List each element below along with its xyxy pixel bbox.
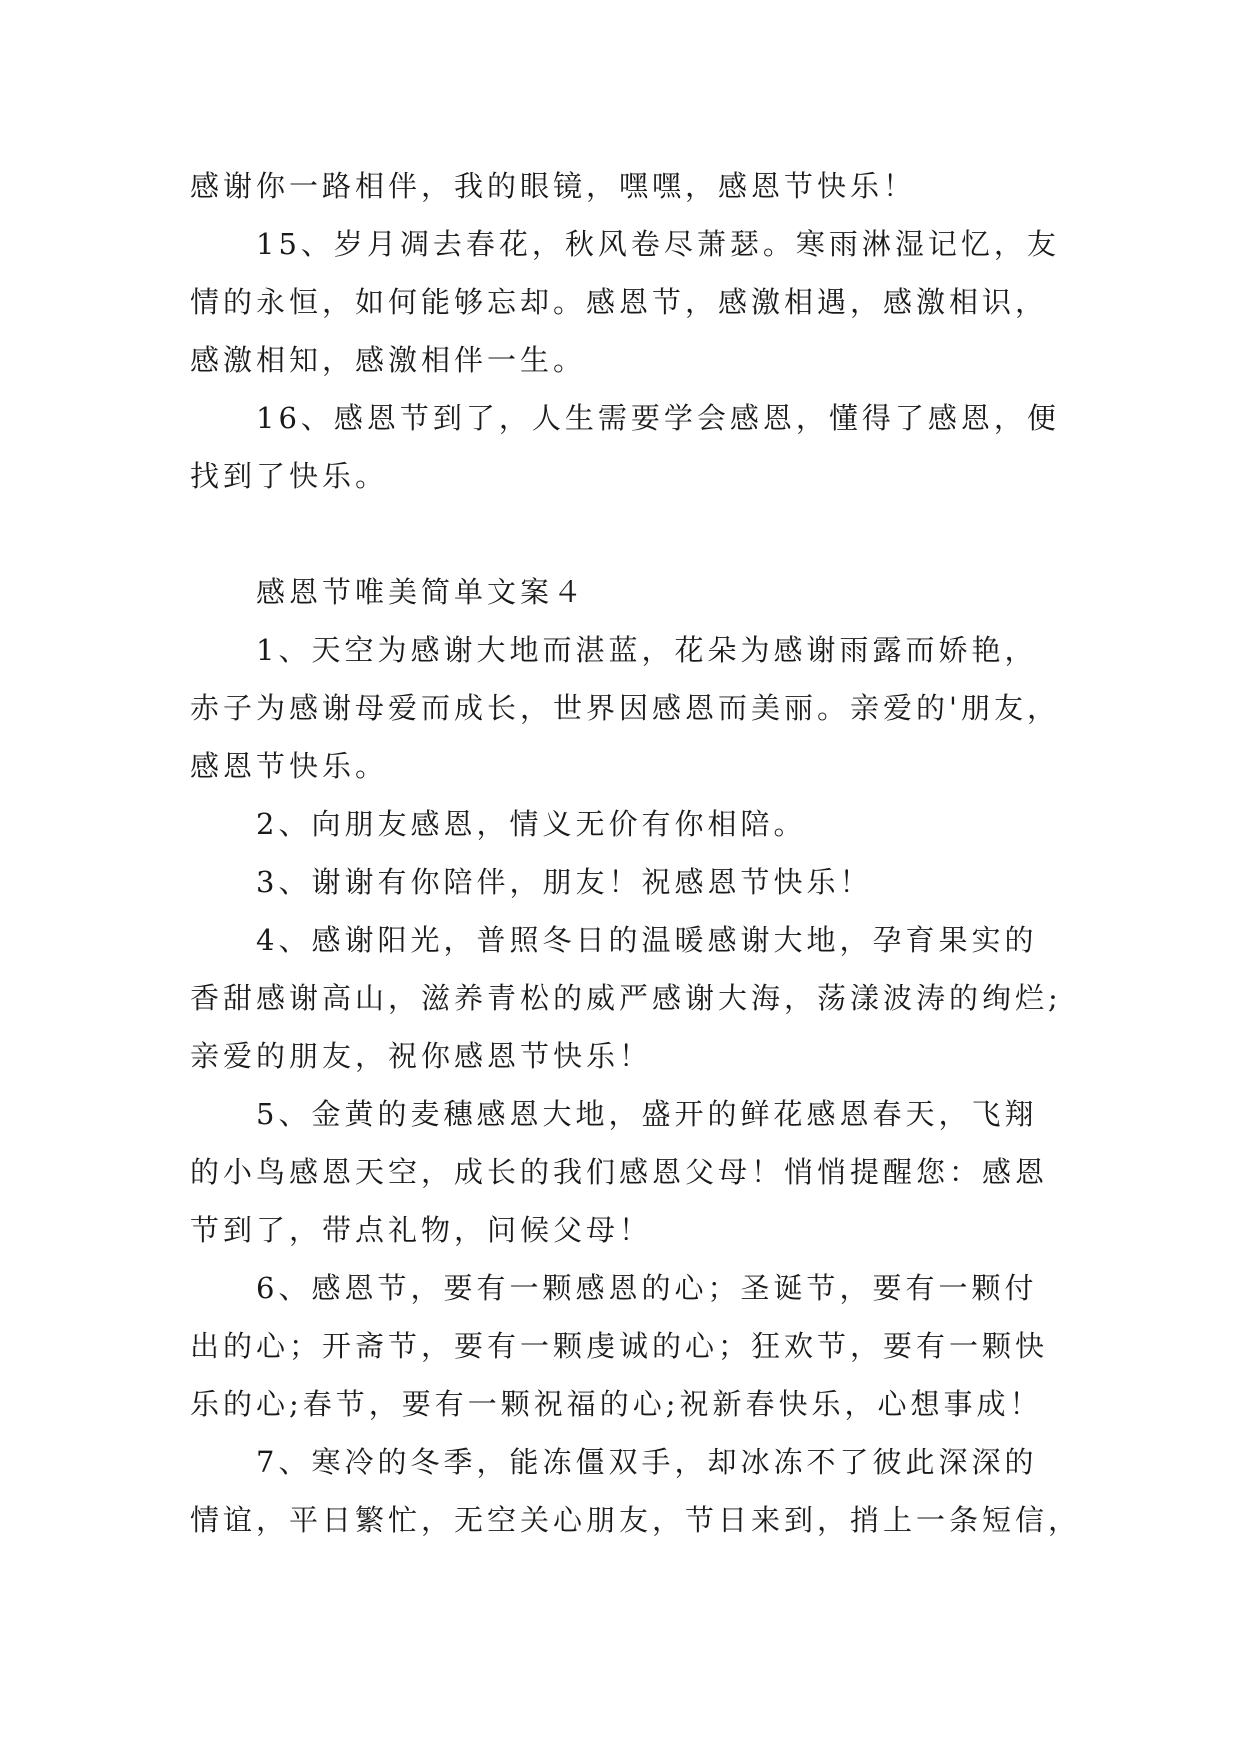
paragraph-line: 出的心；开斋节，要有一颗虔诚的心；狂欢节，要有一颗快 [190, 1329, 1049, 1363]
paragraph-line: 5、金黄的麦穗感恩大地，盛开的鲜花感恩春天，飞翔 [256, 1097, 1038, 1131]
paragraph-line: 情谊，平日繁忙，无空关心朋友，节日来到，捎上一条短信， [190, 1503, 1082, 1537]
paragraph-line: 香甜感谢高山，滋养青松的威严感谢大海，荡漾波涛的绚烂; [190, 981, 1062, 1015]
paragraph-line: 3、谢谢有你陪伴，朋友！祝感恩节快乐！ [256, 865, 873, 899]
section-title: 感恩节唯美简单文案４ [256, 575, 587, 609]
paragraph-line: 赤子为感谢母爱而成长，世界因感恩而美丽。亲爱的'朋友， [190, 691, 1060, 725]
paragraph-line: 感谢你一路相伴，我的眼镜，嘿嘿，感恩节快乐！ [190, 169, 917, 203]
paragraph-line: 的小鸟感恩天空，成长的我们感恩父母！悄悄提醒您：感恩 [190, 1155, 1049, 1189]
paragraph-line: 16、感恩节到了，人生需要学会感恩，懂得了感恩，便 [256, 401, 1060, 435]
paragraph-line: 感恩节快乐。 [190, 749, 389, 783]
paragraph-line: 情的永恒，如何能够忘却。感恩节，感激相遇，感激相识， [190, 285, 1049, 319]
paragraph-line: 找到了快乐。 [190, 459, 389, 493]
paragraph-line: 15、岁月凋去春花，秋风卷尽萧瑟。寒雨淋湿记忆，友 [256, 227, 1060, 261]
paragraph-line: 感激相知，感激相伴一生。 [190, 343, 587, 377]
paragraph-line: 亲爱的朋友，祝你感恩节快乐！ [190, 1039, 653, 1073]
paragraph-line: 乐的心;春节，要有一颗祝福的心;祝新春快乐，心想事成！ [190, 1387, 1043, 1421]
document-body [190, 157, 1082, 1549]
paragraph-line: 节到了，带点礼物，问候父母！ [190, 1213, 653, 1247]
paragraph-line: 2、向朋友感恩，情义无价有你相陪。 [256, 807, 807, 841]
paragraph-line: 6、感恩节，要有一颗感恩的心；圣诞节，要有一颗付 [256, 1271, 1038, 1305]
paragraph-line: 7、寒冷的冬季，能冻僵双手，却冰冻不了彼此深深的 [256, 1445, 1038, 1479]
section-spacer [190, 505, 1070, 563]
paragraph-line: 1、天空为感谢大地而湛蓝，花朵为感谢雨露而娇艳， [256, 633, 1038, 667]
paragraph-line: 4、感谢阳光，普照冬日的温暖感谢大地，孕育果实的 [256, 923, 1038, 957]
